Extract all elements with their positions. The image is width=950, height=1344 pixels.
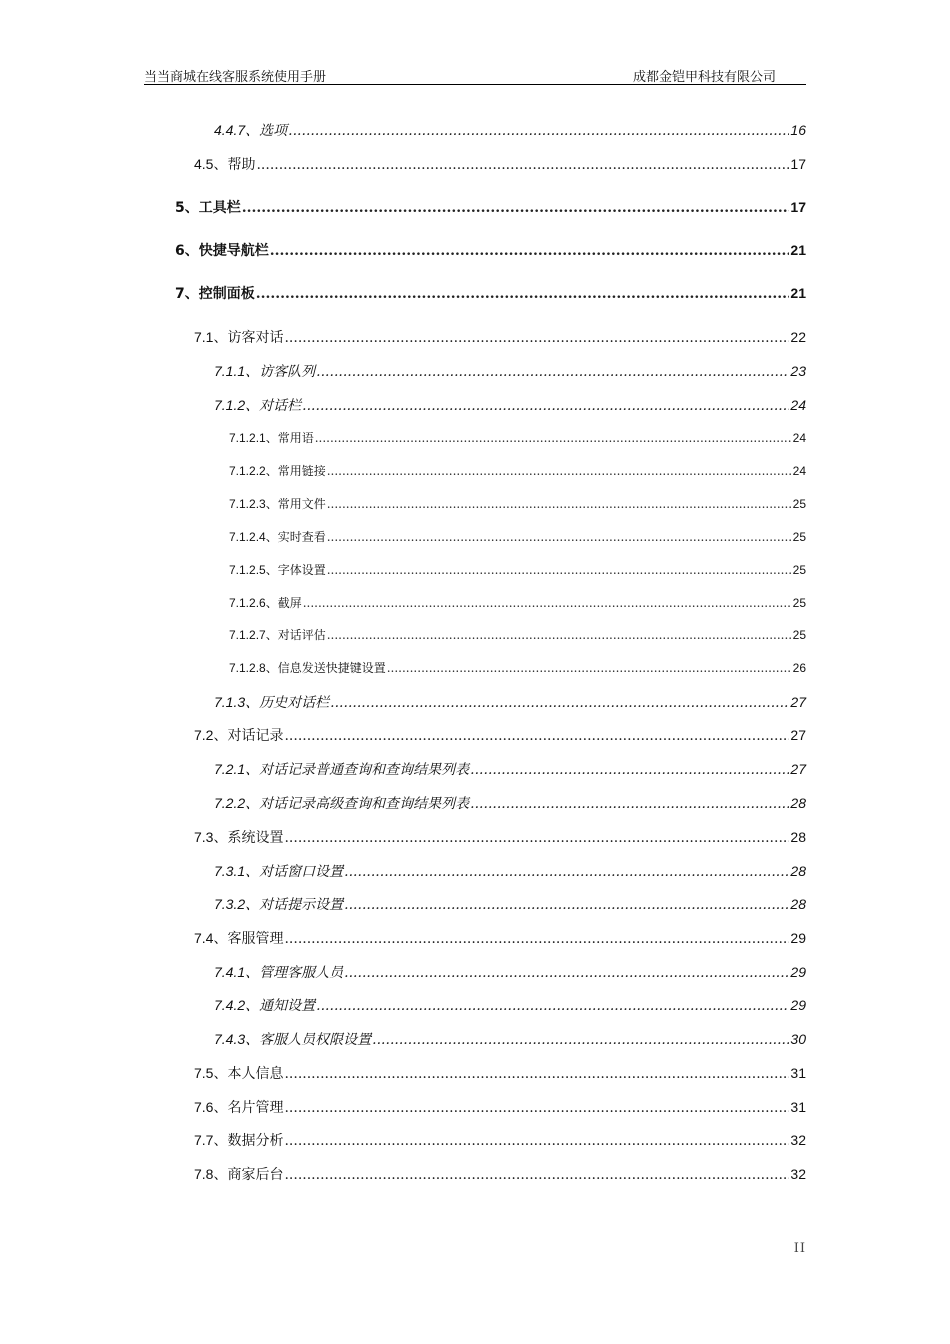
page-header xyxy=(144,64,806,85)
toc-entry-number: 7 xyxy=(175,286,185,302)
toc-entry-label: 对话记录高级查询和查询结果列表 xyxy=(259,796,470,812)
toc-leader-dots xyxy=(470,796,789,812)
toc-leader-dots xyxy=(316,998,789,1014)
toc-entry[interactable] xyxy=(194,1097,806,1117)
toc-entry-number: 7.4 xyxy=(194,930,214,946)
toc-entry-number: 7.2 xyxy=(194,727,214,743)
toc-entry-separator: 、 xyxy=(213,1066,228,1082)
toc-entry-title xyxy=(194,1164,283,1184)
toc-entry[interactable] xyxy=(194,1063,806,1083)
page-number: II xyxy=(793,1241,806,1256)
toc-entry-title xyxy=(214,361,315,381)
toc-leader-dots xyxy=(327,628,792,642)
toc-entry-label: 名片管理 xyxy=(227,1100,284,1116)
toc-entry[interactable] xyxy=(214,962,806,982)
toc-entry-number: 7.4.3 xyxy=(214,1031,246,1047)
toc-entry-separator: 、 xyxy=(265,497,278,511)
toc-entry[interactable] xyxy=(214,861,806,881)
toc-entry-separator: 、 xyxy=(265,661,278,675)
toc-entry-title xyxy=(194,827,283,847)
toc-entry[interactable] xyxy=(214,395,806,415)
toc-entry-page: 27 xyxy=(790,694,806,710)
toc-entry-separator: 、 xyxy=(213,330,228,346)
toc-entry[interactable] xyxy=(175,240,806,260)
toc-entry-title xyxy=(214,793,469,813)
toc-leader-dots xyxy=(270,243,790,259)
header-document-title: 当当商城在线客服系统使用手册 xyxy=(144,70,327,85)
toc-entry-separator: 、 xyxy=(265,596,278,610)
toc-entry-page: 26 xyxy=(792,661,806,675)
toc-entry-page: 29 xyxy=(790,997,806,1013)
toc-entry-number: 7.1.2 xyxy=(214,397,246,413)
toc-entry-number: 7.3.2 xyxy=(214,896,246,912)
toc-entry-number: 7.1 xyxy=(194,329,214,345)
toc-leader-dots xyxy=(344,864,789,880)
toc-entry-page: 31 xyxy=(790,1099,806,1115)
toc-entry-separator: 、 xyxy=(184,200,199,216)
toc-entry-number: 7.1.3 xyxy=(214,694,246,710)
toc-entry-label: 选项 xyxy=(259,123,288,139)
toc-entry-separator: 、 xyxy=(265,464,278,478)
toc-entry-separator: 、 xyxy=(213,728,228,744)
toc-entry-label: 对话栏 xyxy=(259,398,302,414)
toc-entry-separator: 、 xyxy=(245,1032,260,1048)
toc-entry-separator: 、 xyxy=(213,931,228,947)
toc-leader-dots xyxy=(327,497,792,511)
toc-entry-label: 字体设置 xyxy=(277,563,326,577)
toc-entry[interactable] xyxy=(175,283,806,303)
toc-entry-title xyxy=(214,995,315,1015)
toc-entry-number: 7.1.2.7 xyxy=(229,628,266,642)
toc-entry[interactable] xyxy=(194,725,806,745)
toc-entry-page: 25 xyxy=(792,628,806,642)
toc-entry[interactable] xyxy=(229,626,806,646)
toc-entry-separator: 、 xyxy=(213,1167,228,1183)
toc-entry[interactable] xyxy=(229,528,806,548)
toc-entry-page: 28 xyxy=(790,863,806,879)
toc-entry-separator: 、 xyxy=(184,243,199,259)
toc-entry-title xyxy=(175,197,241,217)
toc-entry-title xyxy=(194,1097,283,1117)
toc-entry-page: 17 xyxy=(790,199,806,215)
toc-leader-dots xyxy=(344,965,789,981)
toc-entry-number: 7.4.2 xyxy=(214,997,246,1013)
toc-entry-title xyxy=(214,120,287,140)
toc-entry-label: 商家后台 xyxy=(227,1167,284,1183)
toc-entry-number: 7.5 xyxy=(194,1065,214,1081)
toc-entry-label: 管理客服人员 xyxy=(259,965,344,981)
toc-leader-dots xyxy=(242,200,790,216)
toc-entry-title xyxy=(194,1130,283,1150)
toc-entry[interactable] xyxy=(214,894,806,914)
toc-entry-label: 对话提示设置 xyxy=(259,897,344,913)
toc-entry-number: 7.4.1 xyxy=(214,964,246,980)
toc-entry[interactable] xyxy=(214,361,806,381)
toc-entry-page: 27 xyxy=(790,727,806,743)
toc-entry-label: 数据分析 xyxy=(227,1133,284,1149)
toc-entry[interactable] xyxy=(194,327,806,347)
toc-entry[interactable] xyxy=(214,995,806,1015)
toc-leader-dots xyxy=(284,1100,789,1116)
toc-entry-title xyxy=(229,495,326,512)
toc-entry-label: 实时查看 xyxy=(277,530,326,544)
toc-entry-page: 24 xyxy=(790,397,806,413)
toc-entry-number: 7.1.2.6 xyxy=(229,596,266,610)
toc-entry-title xyxy=(229,561,326,578)
toc-leader-dots xyxy=(284,830,789,846)
toc-entry-number: 7.1.2.3 xyxy=(229,497,266,511)
toc-entry-label: 控制面板 xyxy=(198,286,255,302)
toc-entry-page: 24 xyxy=(792,431,806,445)
toc-leader-dots xyxy=(315,431,792,445)
toc-leader-dots xyxy=(256,157,789,173)
toc-entry-title xyxy=(214,395,301,415)
toc-entry-separator: 、 xyxy=(245,364,260,380)
toc-entry-title xyxy=(194,1063,283,1083)
toc-entry-number: 7.7 xyxy=(194,1132,214,1148)
toc-entry-title xyxy=(194,725,283,745)
toc-entry-page: 25 xyxy=(792,497,806,511)
toc-entry-number: 7.1.2.8 xyxy=(229,661,266,675)
toc-entry-number: 7.1.1 xyxy=(214,363,246,379)
toc-entry-separator: 、 xyxy=(213,830,228,846)
toc-leader-dots xyxy=(327,563,792,577)
toc-entry-number: 7.1.2.4 xyxy=(229,530,266,544)
toc-entry-label: 常用链接 xyxy=(277,464,326,478)
toc-entry-number: 7.8 xyxy=(194,1166,214,1182)
toc-entry-title xyxy=(194,928,283,948)
toc-entry-separator: 、 xyxy=(245,762,260,778)
toc-entry-title xyxy=(229,594,302,611)
toc-entry-page: 24 xyxy=(792,464,806,478)
toc-leader-dots xyxy=(470,762,789,778)
toc-entry[interactable] xyxy=(214,793,806,813)
toc-entry-label: 常用文件 xyxy=(277,497,326,511)
toc-entry-label: 帮助 xyxy=(227,157,256,173)
toc-entry-title xyxy=(194,154,255,174)
toc-leader-dots xyxy=(372,1032,789,1048)
toc-entry[interactable] xyxy=(194,1164,806,1184)
toc-entry-separator: 、 xyxy=(265,628,278,642)
toc-entry-page: 32 xyxy=(790,1132,806,1148)
toc-entry-separator: 、 xyxy=(213,1100,228,1116)
toc-leader-dots xyxy=(327,530,792,544)
toc-entry-separator: 、 xyxy=(265,563,278,577)
toc-entry-separator: 、 xyxy=(245,123,260,139)
toc-entry-label: 访客对话 xyxy=(227,330,284,346)
toc-entry-title xyxy=(214,692,329,712)
toc-leader-dots xyxy=(316,364,789,380)
toc-entry-label: 客服管理 xyxy=(227,931,284,947)
toc-entry-label: 客服人员权限设置 xyxy=(259,1032,372,1048)
toc-entry-title xyxy=(229,626,326,643)
toc-entry-label: 截屏 xyxy=(277,596,302,610)
toc-entry-number: 4.4.7 xyxy=(214,122,246,138)
toc-entry[interactable] xyxy=(214,692,806,712)
toc-entry-separator: 、 xyxy=(265,431,278,445)
toc-entry-separator: 、 xyxy=(265,530,278,544)
toc-entry-label: 快捷导航栏 xyxy=(198,243,269,259)
toc-entry-title xyxy=(194,327,283,347)
toc-entry-separator: 、 xyxy=(245,695,260,711)
toc-entry[interactable] xyxy=(175,197,806,217)
toc-entry-page: 27 xyxy=(790,761,806,777)
toc-entry-separator: 、 xyxy=(245,796,260,812)
toc-entry-label: 通知设置 xyxy=(259,998,316,1014)
toc-entry-number: 6 xyxy=(175,243,185,259)
toc-entry-page: 25 xyxy=(792,563,806,577)
header-company-name: 成都金铠甲科技有限公司 xyxy=(632,70,776,85)
toc-entry-title xyxy=(214,861,343,881)
toc-entry-separator: 、 xyxy=(245,864,260,880)
toc-entry-separator: 、 xyxy=(245,998,260,1014)
toc-entry-label: 对话记录普通查询和查询结果列表 xyxy=(259,762,470,778)
toc-entry[interactable] xyxy=(229,561,806,581)
toc-entry[interactable] xyxy=(194,827,806,847)
toc-entry-label: 对话记录 xyxy=(227,728,284,744)
toc-entry-page: 16 xyxy=(790,122,806,138)
toc-entry[interactable] xyxy=(229,659,806,679)
toc-leader-dots xyxy=(302,398,789,414)
toc-entry-number: 7.6 xyxy=(194,1099,214,1115)
toc-entry-page: 21 xyxy=(790,285,806,301)
toc-leader-dots xyxy=(284,931,789,947)
toc-entry[interactable] xyxy=(214,759,806,779)
toc-entry-title xyxy=(214,962,343,982)
toc-entry[interactable] xyxy=(229,429,806,449)
toc-entry-page: 25 xyxy=(792,596,806,610)
toc-leader-dots xyxy=(284,1167,789,1183)
toc-entry-title xyxy=(175,283,255,303)
toc-leader-dots xyxy=(284,1133,789,1149)
toc-entry[interactable] xyxy=(214,1029,806,1049)
toc-entry-separator: 、 xyxy=(245,965,260,981)
toc-entry-separator: 、 xyxy=(184,286,199,302)
toc-entry-number: 7.3.1 xyxy=(214,863,246,879)
toc-entry[interactable] xyxy=(229,462,806,482)
toc-entry-label: 常用语 xyxy=(277,431,314,445)
toc-leader-dots xyxy=(288,123,789,139)
toc-entry-separator: 、 xyxy=(213,157,228,173)
toc-entry-number: 4.5 xyxy=(194,156,214,172)
toc-entry-title xyxy=(214,1029,371,1049)
toc-entry-number: 7.1.2.1 xyxy=(229,431,266,445)
toc-entry-separator: 、 xyxy=(213,1133,228,1149)
toc-entry-label: 对话窗口设置 xyxy=(259,864,344,880)
toc-entry-number: 5 xyxy=(175,200,185,216)
toc-entry-page: 31 xyxy=(790,1065,806,1081)
toc-entry-separator: 、 xyxy=(245,398,260,414)
toc-entry-title xyxy=(214,894,343,914)
toc-entry-label: 系统设置 xyxy=(227,830,284,846)
toc-leader-dots xyxy=(330,695,789,711)
toc-entry-title xyxy=(214,759,469,779)
toc-entry-title xyxy=(229,429,314,446)
toc-entry-page: 30 xyxy=(790,1031,806,1047)
toc-leader-dots xyxy=(284,728,789,744)
toc-entry-separator: 、 xyxy=(245,897,260,913)
toc-leader-dots xyxy=(344,897,789,913)
toc-entry[interactable] xyxy=(194,154,806,174)
toc-entry[interactable] xyxy=(229,495,806,515)
toc-entry-label: 访客队列 xyxy=(259,364,316,380)
toc-entry-number: 7.1.2.2 xyxy=(229,464,266,478)
toc-entry-number: 7.2.1 xyxy=(214,761,246,777)
toc-entry-label: 本人信息 xyxy=(227,1066,284,1082)
toc-entry-title xyxy=(229,528,326,545)
toc-entry-title xyxy=(175,240,269,260)
toc-entry-page: 28 xyxy=(790,795,806,811)
toc-leader-dots xyxy=(387,661,792,675)
toc-entry-page: 29 xyxy=(790,930,806,946)
toc-leader-dots xyxy=(256,286,790,302)
toc-entry-page: 28 xyxy=(790,829,806,845)
toc-entry-page: 21 xyxy=(790,242,806,258)
toc-entry-page: 32 xyxy=(790,1166,806,1182)
toc-entry[interactable] xyxy=(194,1130,806,1150)
toc-leader-dots xyxy=(303,596,792,610)
toc-entry-page: 29 xyxy=(790,964,806,980)
toc-entry-page: 17 xyxy=(790,156,806,172)
toc-leader-dots xyxy=(284,330,789,346)
toc-entry-label: 历史对话栏 xyxy=(259,695,330,711)
toc-entry[interactable] xyxy=(194,928,806,948)
toc-entry-title xyxy=(229,659,386,676)
toc-entry-page: 22 xyxy=(790,329,806,345)
toc-entry[interactable] xyxy=(214,120,806,140)
toc-entry[interactable] xyxy=(229,594,806,614)
toc-entry-page: 28 xyxy=(790,896,806,912)
toc-entry-label: 对话评估 xyxy=(277,628,326,642)
toc-entry-label: 工具栏 xyxy=(198,200,241,216)
toc-leader-dots xyxy=(284,1066,789,1082)
toc-entry-number: 7.1.2.5 xyxy=(229,563,266,577)
toc-entry-title xyxy=(229,462,326,479)
toc-leader-dots xyxy=(327,464,792,478)
toc-entry-page: 23 xyxy=(790,363,806,379)
toc-entry-number: 7.2.2 xyxy=(214,795,246,811)
toc-entry-number: 7.3 xyxy=(194,829,214,845)
toc-entry-page: 25 xyxy=(792,530,806,544)
toc-entry-label: 信息发送快捷键设置 xyxy=(277,661,386,675)
